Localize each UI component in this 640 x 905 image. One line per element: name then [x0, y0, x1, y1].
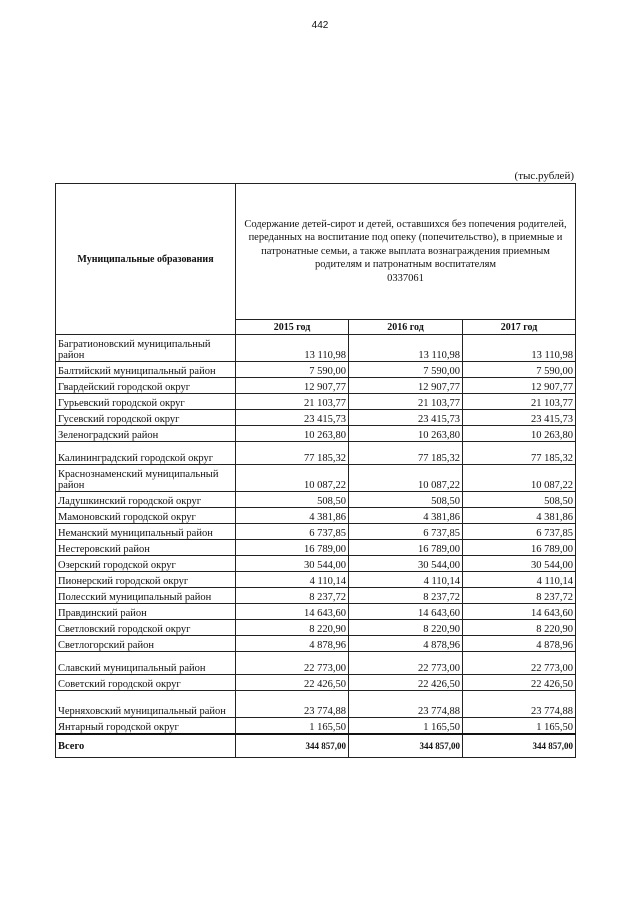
value-2017: 23 774,88: [463, 691, 576, 718]
value-2015: 16 789,00: [236, 540, 349, 556]
municipality-name: Светловский городской округ: [56, 620, 236, 636]
municipality-name: Светлогорский район: [56, 636, 236, 652]
total-2017: 344 857,00: [463, 734, 576, 758]
value-2016: 4 878,96: [349, 636, 463, 652]
table-row: [56, 394, 576, 410]
municipality-name: Краснознаменский муниципальный район: [56, 465, 236, 492]
value-2015: 8 237,72: [236, 588, 349, 604]
value-2017: 22 773,00: [463, 652, 576, 675]
value-2015: 23 774,88: [236, 691, 349, 718]
municipality-column-header: Муниципальные образования: [56, 184, 236, 335]
value-2015: 4 878,96: [236, 636, 349, 652]
value-2015: 10 263,80: [236, 426, 349, 442]
value-2017: 10 087,22: [463, 465, 576, 492]
value-2016: 4 381,86: [349, 508, 463, 524]
value-2016: 16 789,00: [349, 540, 463, 556]
value-2016: 10 263,80: [349, 426, 463, 442]
table-row: [56, 508, 576, 524]
table-row: [56, 492, 576, 508]
municipality-name: Зеленоградский район: [56, 426, 236, 442]
value-2015: 13 110,98: [236, 335, 349, 362]
value-2016: 8 237,72: [349, 588, 463, 604]
table-row: [56, 604, 576, 620]
value-2016: 22 426,50: [349, 675, 463, 691]
value-2016: 1 165,50: [349, 718, 463, 735]
value-2017: 12 907,77: [463, 378, 576, 394]
value-2017: 13 110,98: [463, 335, 576, 362]
municipality-name: Гусевский городской округ: [56, 410, 236, 426]
value-2017: 10 263,80: [463, 426, 576, 442]
table-row: [56, 465, 576, 492]
table-row: [56, 556, 576, 572]
value-2015: 77 185,32: [236, 442, 349, 465]
municipality-name: Правдинский район: [56, 604, 236, 620]
value-2015: 1 165,50: [236, 718, 349, 735]
value-2017: 6 737,85: [463, 524, 576, 540]
table-row: [56, 636, 576, 652]
table-row: [56, 718, 576, 735]
value-2015: 23 415,73: [236, 410, 349, 426]
table-row: [56, 442, 576, 465]
value-2015: 21 103,77: [236, 394, 349, 410]
page-number: 442: [311, 20, 329, 31]
municipality-name: Багратионовский муниципальный район: [56, 335, 236, 362]
value-2017: 4 878,96: [463, 636, 576, 652]
value-2017: 21 103,77: [463, 394, 576, 410]
municipality-name: Гвардейский городской округ: [56, 378, 236, 394]
description-text: Содержание детей-сирот и детей, оставшихся без попечения родителей, переданных на воспитание под опеку (попечительство), в приемные и патронатные семьи, а также выплата вознаграждения приемным родителям и патронатным воспитателям: [244, 218, 567, 271]
value-2016: 21 103,77: [349, 394, 463, 410]
table-row: [56, 378, 576, 394]
municipality-name: Озерский городской округ: [56, 556, 236, 572]
value-2015: 14 643,60: [236, 604, 349, 620]
municipality-name: Мамоновский городской округ: [56, 508, 236, 524]
value-2017: 1 165,50: [463, 718, 576, 735]
year-header-2017: 2017 год: [463, 320, 576, 335]
value-2016: 7 590,00: [349, 362, 463, 378]
municipality-name: Калининградский городской округ: [56, 442, 236, 465]
municipality-name: Неманский муниципальный район: [56, 524, 236, 540]
value-2015: 7 590,00: [236, 362, 349, 378]
table-row: [56, 620, 576, 636]
value-2015: 508,50: [236, 492, 349, 508]
value-2016: 30 544,00: [349, 556, 463, 572]
value-2015: 4 110,14: [236, 572, 349, 588]
total-label: Всего: [56, 734, 236, 758]
total-2016: 344 857,00: [349, 734, 463, 758]
total-row: [56, 734, 576, 758]
value-2015: 30 544,00: [236, 556, 349, 572]
budget-table: [55, 183, 576, 758]
value-2017: 8 237,72: [463, 588, 576, 604]
value-2017: 14 643,60: [463, 604, 576, 620]
table-row: [56, 675, 576, 691]
value-2015: 22 773,00: [236, 652, 349, 675]
value-2017: 22 426,50: [463, 675, 576, 691]
value-2017: 16 789,00: [463, 540, 576, 556]
value-2016: 12 907,77: [349, 378, 463, 394]
table-row: [56, 588, 576, 604]
table-row: [56, 540, 576, 556]
table-row: [56, 691, 576, 718]
value-2016: 23 774,88: [349, 691, 463, 718]
municipality-name: Ладушкинский городской округ: [56, 492, 236, 508]
value-2016: 23 415,73: [349, 410, 463, 426]
municipality-name: Гурьевский городской округ: [56, 394, 236, 410]
value-2016: 6 737,85: [349, 524, 463, 540]
description-header: [236, 184, 576, 320]
value-2017: 508,50: [463, 492, 576, 508]
municipality-name: Янтарный городской округ: [56, 718, 236, 735]
year-header-2015: 2015 год: [236, 320, 349, 335]
value-2016: 77 185,32: [349, 442, 463, 465]
value-2017: 30 544,00: [463, 556, 576, 572]
table-row: [56, 335, 576, 362]
units-label: (тыс.рублей): [514, 170, 574, 182]
value-2016: 22 773,00: [349, 652, 463, 675]
table-row: [56, 426, 576, 442]
table-row: [56, 652, 576, 675]
value-2017: 23 415,73: [463, 410, 576, 426]
total-2015: 344 857,00: [236, 734, 349, 758]
municipality-name: Советский городской округ: [56, 675, 236, 691]
value-2016: 13 110,98: [349, 335, 463, 362]
value-2017: 4 381,86: [463, 508, 576, 524]
table-header-row: [56, 184, 576, 320]
value-2015: 22 426,50: [236, 675, 349, 691]
budget-code: 0337061: [387, 272, 424, 284]
value-2016: 14 643,60: [349, 604, 463, 620]
table-row: [56, 410, 576, 426]
value-2015: 8 220,90: [236, 620, 349, 636]
table-row: [56, 524, 576, 540]
value-2016: 10 087,22: [349, 465, 463, 492]
table-row: [56, 362, 576, 378]
table-row: [56, 572, 576, 588]
municipality-name: Черняховский муниципальный район: [56, 691, 236, 718]
value-2015: 12 907,77: [236, 378, 349, 394]
year-header-2016: 2016 год: [349, 320, 463, 335]
value-2016: 508,50: [349, 492, 463, 508]
value-2015: 6 737,85: [236, 524, 349, 540]
value-2016: 4 110,14: [349, 572, 463, 588]
value-2017: 4 110,14: [463, 572, 576, 588]
municipality-name: Славский муниципальный район: [56, 652, 236, 675]
municipality-name: Полесский муниципальный район: [56, 588, 236, 604]
municipality-name: Балтийский муниципальный район: [56, 362, 236, 378]
value-2017: 7 590,00: [463, 362, 576, 378]
value-2017: 8 220,90: [463, 620, 576, 636]
value-2017: 77 185,32: [463, 442, 576, 465]
value-2016: 8 220,90: [349, 620, 463, 636]
value-2015: 10 087,22: [236, 465, 349, 492]
value-2015: 4 381,86: [236, 508, 349, 524]
municipality-name: Нестеровский район: [56, 540, 236, 556]
municipality-name: Пионерский городской округ: [56, 572, 236, 588]
